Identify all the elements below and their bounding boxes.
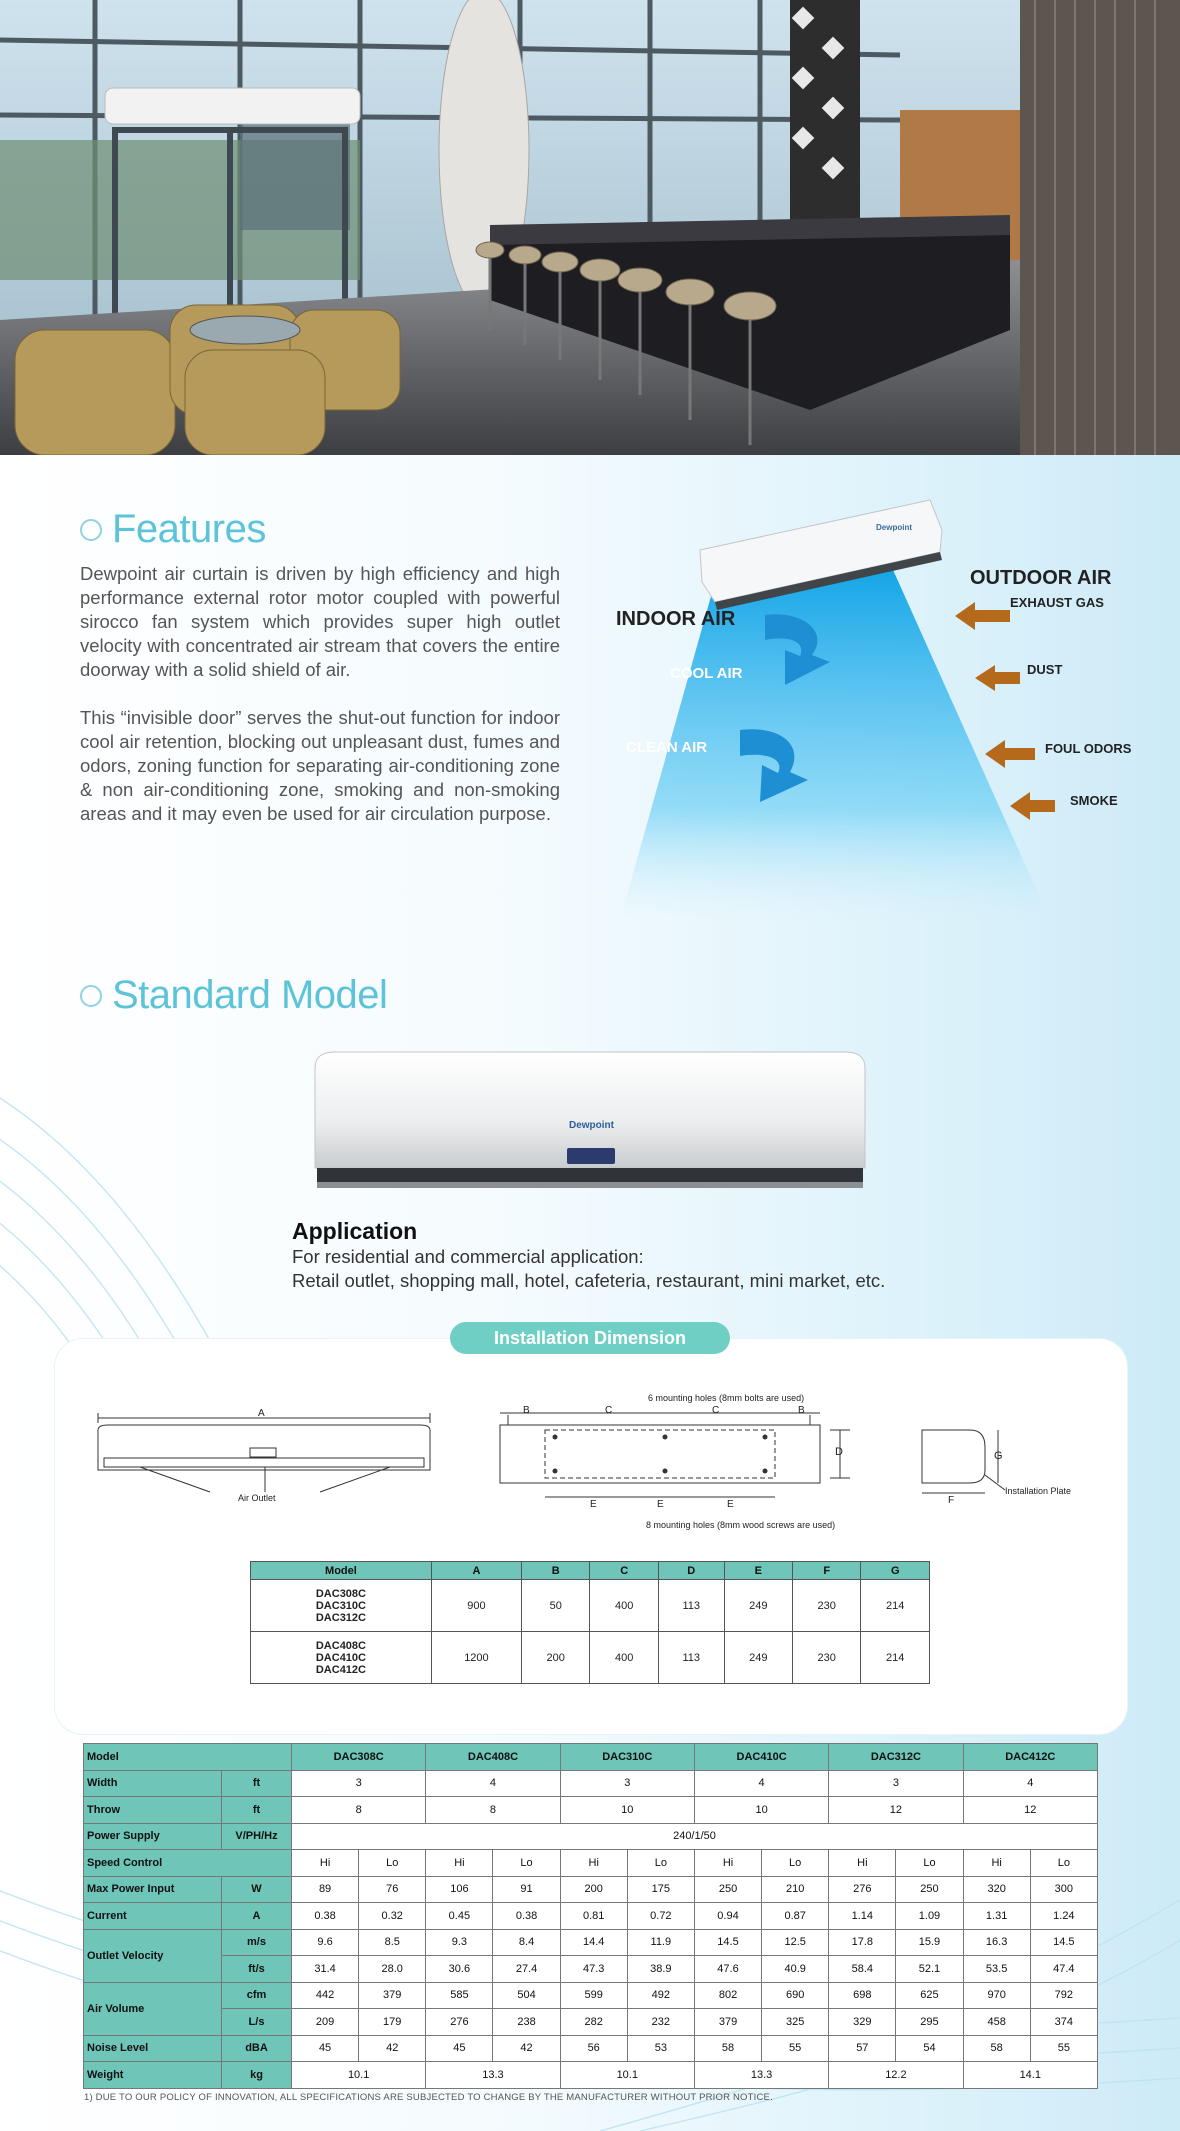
model-header: DAC408C (426, 1744, 560, 1771)
standard-model-title: Standard Model (112, 973, 388, 1017)
table-cell: 11.9 (627, 1929, 694, 1956)
table-cell: 240/1/50 (292, 1823, 1098, 1850)
table-cell: Hi (560, 1850, 627, 1877)
table-cell: 50 (522, 1580, 590, 1632)
dim-letter-e: E (590, 1499, 597, 1510)
model-header: DAC310C (560, 1744, 694, 1771)
table-cell: 3 (292, 1770, 426, 1797)
table-cell: 179 (359, 2009, 426, 2036)
specification-table (83, 1743, 1098, 2089)
table-cell: 10 (560, 1797, 694, 1824)
row-label: Width (84, 1770, 222, 1797)
model-name: DAC310C (315, 1599, 366, 1612)
table-cell: 15.9 (896, 1929, 963, 1956)
table-cell: 1.31 (963, 1903, 1030, 1930)
product-brand-label: Dewpoint (569, 1120, 614, 1131)
unit-cell: cfm (222, 1982, 292, 2009)
table-cell: 599 (560, 1982, 627, 2009)
row-label: Power Supply (84, 1823, 222, 1850)
col-header: Model (251, 1562, 432, 1580)
unit-cell: ft (222, 1770, 292, 1797)
spec-row-power-supply (84, 1823, 1098, 1850)
model-cell (251, 1580, 432, 1632)
dim-letter-c: C (605, 1405, 613, 1416)
row-label: Outlet Velocity (84, 1929, 222, 1982)
table-cell: 230 (793, 1580, 861, 1632)
table-cell: 1.24 (1030, 1903, 1097, 1930)
circle-bullet-icon (80, 985, 102, 1007)
table-cell: Lo (896, 1850, 963, 1877)
table-cell: 10.1 (292, 2062, 426, 2089)
table-cell: 200 (560, 1876, 627, 1903)
table-cell: 232 (627, 2009, 694, 2036)
table-cell: 76 (359, 1876, 426, 1903)
table-cell: 31.4 (292, 1956, 359, 1983)
table-cell: 12.5 (762, 1929, 829, 1956)
table-cell: 10.1 (560, 2062, 694, 2089)
table-cell: 55 (1030, 2035, 1097, 2062)
table-cell: 175 (627, 1876, 694, 1903)
table-cell: 690 (762, 1982, 829, 2009)
exhaust-gas-label: EXHAUST GAS (1010, 595, 1104, 610)
table-cell: Hi (426, 1850, 493, 1877)
top-mounting-note: 6 mounting holes (8mm bolts are used) (648, 1393, 805, 1403)
table-cell: Lo (493, 1850, 560, 1877)
table-cell: 4 (694, 1770, 828, 1797)
table-cell: 276 (829, 1876, 896, 1903)
table-cell: 40.9 (762, 1956, 829, 1983)
table-cell: 0.32 (359, 1903, 426, 1930)
table-cell: 442 (292, 1982, 359, 2009)
table-cell: 0.81 (560, 1903, 627, 1930)
dim-letter-a: A (258, 1408, 265, 1419)
table-cell: 47.4 (1030, 1956, 1097, 1983)
installation-plate-label: Installation Plate (1005, 1486, 1072, 1496)
table-cell: 276 (426, 2009, 493, 2036)
table-cell: 106 (426, 1876, 493, 1903)
table-cell: 504 (493, 1982, 560, 2009)
application-block (292, 1218, 885, 1293)
model-name: DAC412C (315, 1663, 366, 1676)
spec-row-throw (84, 1797, 1098, 1824)
table-cell: 42 (493, 2035, 560, 2062)
table-cell: 47.6 (694, 1956, 761, 1983)
table-cell: 58.4 (829, 1956, 896, 1983)
table-cell: 3 (829, 1770, 963, 1797)
table-cell: 295 (896, 2009, 963, 2036)
unit-cell: L/s (222, 2009, 292, 2036)
model-name: DAC308C (315, 1587, 366, 1600)
table-cell: 57 (829, 2035, 896, 2062)
features-paragraph-2: This “invisible door” serves the shut-out function for indoor cool air retention, blocking out unpleasant dust, fumes and odors, zoning function for separating air-conditioning zone & non air-conditioning zone, smoking and non-smoking areas and it may even be used for air circulation purpose. (80, 707, 560, 824)
model-name: DAC408C (315, 1639, 366, 1652)
table-cell: 47.3 (560, 1956, 627, 1983)
table-cell: 8.5 (359, 1929, 426, 1956)
table-cell: 4 (426, 1770, 560, 1797)
table-cell: 38.9 (627, 1956, 694, 1983)
spec-row-model (84, 1744, 1098, 1771)
table-cell: Hi (829, 1850, 896, 1877)
features-paragraph-1: Dewpoint air curtain is driven by high efficiency and high performance external rotor motor coupled with powerful sirocco fan system which provides super high outlet velocity with concentrated air stream that covers the entire doorway with a solid shield of air. (80, 563, 560, 680)
row-label: Current (84, 1903, 222, 1930)
table-cell: 0.38 (292, 1903, 359, 1930)
table-cell: 58 (694, 2035, 761, 2062)
standard-model-heading (80, 973, 387, 1018)
table-cell: 325 (762, 2009, 829, 2036)
table-cell: Lo (359, 1850, 426, 1877)
table-cell: 792 (1030, 1982, 1097, 2009)
table-cell: 492 (627, 1982, 694, 2009)
installation-dimension-badge: Installation Dimension (450, 1322, 730, 1354)
row-label: Throw (84, 1797, 222, 1824)
table-cell: 45 (292, 2035, 359, 2062)
spec-row-velocity-fts (84, 1956, 1098, 1983)
table-cell: 249 (724, 1580, 792, 1632)
table-cell: 400 (590, 1632, 658, 1684)
unit-cell: kg (222, 2062, 292, 2089)
table-cell: 379 (694, 2009, 761, 2036)
model-name: DAC312C (315, 1611, 366, 1624)
table-cell: 250 (896, 1876, 963, 1903)
row-label: Model (84, 1744, 292, 1771)
table-cell: 230 (793, 1632, 861, 1684)
table-cell: 0.94 (694, 1903, 761, 1930)
spec-row-current (84, 1903, 1098, 1930)
spec-row-width (84, 1770, 1098, 1797)
table-cell: 89 (292, 1876, 359, 1903)
row-label: Max Power Input (84, 1876, 222, 1903)
outdoor-air-label: OUTDOOR AIR (970, 567, 1112, 589)
spec-row-volume-cfm (84, 1982, 1098, 2009)
table-cell: 10 (694, 1797, 828, 1824)
dim-letter-e-2: E (657, 1499, 664, 1510)
table-cell: 214 (861, 1632, 930, 1684)
table-cell: 209 (292, 2009, 359, 2036)
table-cell: 4 (963, 1770, 1097, 1797)
features-heading (80, 507, 266, 552)
hero-scene (0, 0, 1180, 455)
table-cell: 1.09 (896, 1903, 963, 1930)
table-cell: 1.14 (829, 1903, 896, 1930)
table-cell: 625 (896, 1982, 963, 2009)
table-cell: 8 (292, 1797, 426, 1824)
table-cell: 45 (426, 2035, 493, 2062)
table-cell: 250 (694, 1876, 761, 1903)
diagram-brand-label: Dewpoint (876, 523, 912, 532)
model-name: DAC410C (315, 1651, 366, 1664)
table-cell: Lo (627, 1850, 694, 1877)
table-cell: 585 (426, 1982, 493, 2009)
dimension-drawing-svg (90, 1375, 1090, 1550)
airflow-graphic (580, 490, 1160, 950)
row-label: Weight (84, 2062, 222, 2089)
table-cell: 16.3 (963, 1929, 1030, 1956)
foul-odors-label: FOUL ODORS (1045, 741, 1132, 756)
dim-letter-e-3: E (727, 1499, 734, 1510)
table-cell: 458 (963, 2009, 1030, 2036)
foul-odors-arrow-icon (985, 740, 1035, 768)
col-header: C (590, 1562, 658, 1580)
col-header: E (724, 1562, 792, 1580)
table-cell: 238 (493, 2009, 560, 2036)
table-cell: 8 (426, 1797, 560, 1824)
dim-letter-b-2: B (798, 1405, 805, 1416)
table-cell: 802 (694, 1982, 761, 2009)
table-cell: 3 (560, 1770, 694, 1797)
table-cell: 0.72 (627, 1903, 694, 1930)
table-cell: 400 (590, 1580, 658, 1632)
model-header: DAC410C (694, 1744, 828, 1771)
table-cell: 42 (359, 2035, 426, 2062)
unit-cell: A (222, 1903, 292, 1930)
table-cell: 55 (762, 2035, 829, 2062)
unit-cell: V/PH/Hz (222, 1823, 292, 1850)
table-cell: 12 (829, 1797, 963, 1824)
table-cell: Hi (694, 1850, 761, 1877)
brochure-page (0, 455, 1180, 2131)
table-cell: 14.5 (1030, 1929, 1097, 1956)
table-cell: 13.3 (426, 2062, 560, 2089)
table-cell: 14.1 (963, 2062, 1097, 2089)
unit-cell: ft (222, 1797, 292, 1824)
table-cell: 53.5 (963, 1956, 1030, 1983)
row-label: Noise Level (84, 2035, 222, 2062)
table-cell: 58 (963, 2035, 1030, 2062)
table-cell: 1200 (431, 1632, 521, 1684)
table-cell: Lo (1030, 1850, 1097, 1877)
dimension-table-header (251, 1562, 930, 1580)
dimension-drawings (90, 1375, 1090, 1550)
indoor-air-label: INDOOR AIR (616, 608, 736, 630)
application-line-2: Retail outlet, shopping mall, hotel, cafeteria, restaurant, mini market, etc. (292, 1270, 886, 1291)
dust-label: DUST (1027, 662, 1063, 677)
footnote: 1) DUE TO OUR POLICY OF INNOVATION, ALL SPECIFICATIONS ARE SUBJECTED TO CHANGE BY THE MANUFACTURER WITHOUT PRIOR NOTICE. (84, 2092, 773, 2103)
dim-letter-b: B (523, 1405, 530, 1416)
application-heading: Application (292, 1218, 418, 1244)
table-cell: 210 (762, 1876, 829, 1903)
table-cell: 374 (1030, 2009, 1097, 2036)
spec-row-max-power (84, 1876, 1098, 1903)
table-cell: 17.8 (829, 1929, 896, 1956)
col-header: F (793, 1562, 861, 1580)
product-image (305, 1050, 870, 1200)
table-cell: 13.3 (694, 2062, 828, 2089)
table-row (251, 1632, 930, 1684)
dim-letter-c-2: C (712, 1405, 720, 1416)
dim-letter-d: D (835, 1446, 843, 1458)
table-cell: 0.87 (762, 1903, 829, 1930)
table-cell: 56 (560, 2035, 627, 2062)
table-cell: 113 (658, 1632, 724, 1684)
control-panel-icon (567, 1148, 615, 1164)
spec-row-volume-ls (84, 2009, 1098, 2036)
table-cell: 300 (1030, 1876, 1097, 1903)
row-label: Air Volume (84, 1982, 222, 2035)
unit-cell: dBA (222, 2035, 292, 2062)
table-cell: 329 (829, 2009, 896, 2036)
bottom-mounting-note: 8 mounting holes (8mm wood screws are used) (646, 1520, 836, 1530)
table-cell: 900 (431, 1580, 521, 1632)
exhaust-gas-arrow-icon (955, 602, 1010, 630)
table-cell: 52.1 (896, 1956, 963, 1983)
table-cell: 200 (522, 1632, 590, 1684)
table-cell: 53 (627, 2035, 694, 2062)
model-cell (251, 1632, 432, 1684)
table-cell: 27.4 (493, 1956, 560, 1983)
table-cell: 698 (829, 1982, 896, 2009)
clean-air-label: CLEAN AIR (626, 739, 708, 756)
table-cell: 12 (963, 1797, 1097, 1824)
table-cell: 54 (896, 2035, 963, 2062)
table-cell: 249 (724, 1632, 792, 1684)
table-cell: 0.38 (493, 1903, 560, 1930)
table-cell: 320 (963, 1876, 1030, 1903)
hero-photo (0, 0, 1180, 455)
table-cell: 14.4 (560, 1929, 627, 1956)
table-cell: 282 (560, 2009, 627, 2036)
cool-air-label: COOL AIR (670, 665, 743, 682)
spec-row-speed-control (84, 1850, 1098, 1877)
application-line-1: For residential and commercial application: (292, 1246, 644, 1267)
airflow-diagram (580, 490, 1160, 950)
unit-cell: W (222, 1876, 292, 1903)
spec-row-velocity-ms (84, 1929, 1098, 1956)
col-header: D (658, 1562, 724, 1580)
row-label: Speed Control (84, 1850, 292, 1877)
table-cell: Hi (963, 1850, 1030, 1877)
dimension-table (250, 1561, 930, 1684)
model-header: DAC312C (829, 1744, 963, 1771)
dust-arrow-icon (975, 665, 1020, 691)
table-cell: 970 (963, 1982, 1030, 2009)
table-cell: 14.5 (694, 1929, 761, 1956)
air-outlet-label: Air Outlet (238, 1493, 276, 1503)
model-header: DAC308C (292, 1744, 426, 1771)
smoke-label: SMOKE (1070, 793, 1118, 808)
table-cell: 91 (493, 1876, 560, 1903)
table-cell: 379 (359, 1982, 426, 2009)
spec-row-weight (84, 2062, 1098, 2089)
table-cell: 28.0 (359, 1956, 426, 1983)
table-cell: 8.4 (493, 1929, 560, 1956)
smoke-arrow-icon (1010, 792, 1055, 820)
table-cell: Hi (292, 1850, 359, 1877)
table-cell: 30.6 (426, 1956, 493, 1983)
col-header: G (861, 1562, 930, 1580)
unit-cell: m/s (222, 1929, 292, 1956)
table-cell: 0.45 (426, 1903, 493, 1930)
table-cell: 12.2 (829, 2062, 963, 2089)
unit-cell: ft/s (222, 1956, 292, 1983)
table-cell: 214 (861, 1580, 930, 1632)
table-cell: Lo (762, 1850, 829, 1877)
table-cell: 113 (658, 1580, 724, 1632)
dim-letter-f: F (948, 1495, 955, 1506)
model-header: DAC412C (963, 1744, 1097, 1771)
circle-bullet-icon (80, 519, 102, 541)
features-title: Features (112, 507, 266, 551)
col-header: B (522, 1562, 590, 1580)
table-row (251, 1580, 930, 1632)
table-cell: 9.6 (292, 1929, 359, 1956)
col-header: A (431, 1562, 521, 1580)
table-cell: 9.3 (426, 1929, 493, 1956)
spec-row-noise (84, 2035, 1098, 2062)
dim-letter-g: G (994, 1450, 1003, 1462)
